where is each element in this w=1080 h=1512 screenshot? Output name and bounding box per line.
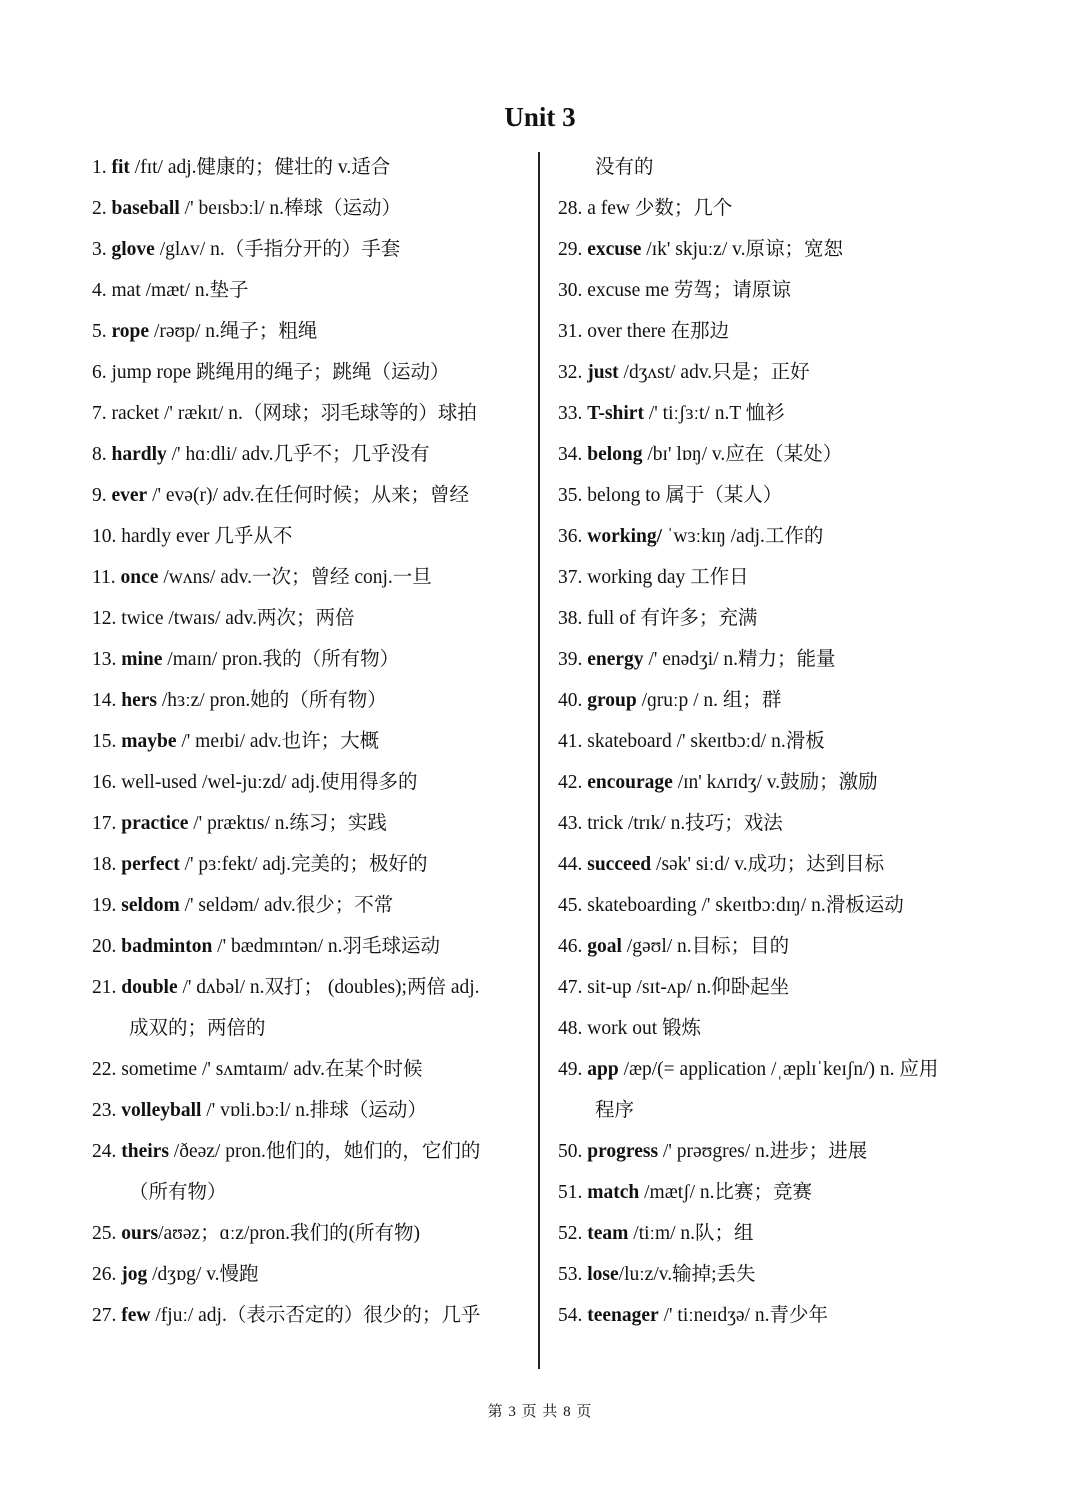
entry-definition: /twaɪs/ adv.两次；两倍 bbox=[163, 608, 355, 629]
entry-number: 39. bbox=[558, 649, 583, 670]
entry-number: 9. bbox=[92, 485, 107, 506]
entry-continuation: （所有物） bbox=[129, 1182, 227, 1203]
vocab-entry bbox=[92, 1254, 528, 1295]
entry-number: 47. bbox=[558, 977, 583, 998]
entry-headword: badminton bbox=[121, 936, 213, 957]
vocab-entry bbox=[558, 311, 994, 352]
entry-number: 3. bbox=[92, 239, 107, 260]
entry-headword: sit-up bbox=[587, 977, 632, 998]
entry-headword: mine bbox=[121, 649, 163, 670]
vocab-entry bbox=[92, 680, 528, 721]
vocab-column-right bbox=[558, 147, 994, 1336]
entry-definition: /' enədʒi/ n.精力；能量 bbox=[643, 649, 836, 670]
entry-headword: twice bbox=[121, 608, 164, 629]
entry-headword: practice bbox=[121, 813, 189, 834]
entry-number: 23. bbox=[92, 1100, 117, 1121]
vocab-entry bbox=[92, 639, 528, 680]
entry-headword: hardly ever bbox=[121, 526, 210, 547]
entry-headword: ever bbox=[111, 485, 148, 506]
entry-headword: double bbox=[121, 977, 178, 998]
vocab-entry bbox=[558, 188, 994, 229]
vocab-entry bbox=[92, 598, 528, 639]
entry-headword: jog bbox=[121, 1264, 148, 1285]
entry-headword: group bbox=[587, 690, 637, 711]
vocab-entry bbox=[92, 1090, 528, 1131]
entry-definition: /' bædmɪntən/ n.羽毛球运动 bbox=[212, 936, 441, 957]
vocab-entry bbox=[558, 1008, 994, 1049]
entry-headword: working/ bbox=[587, 526, 663, 547]
entry-number: 44. bbox=[558, 854, 583, 875]
entry-definition: /sɪt-ʌp/ n.仰卧起坐 bbox=[631, 977, 790, 998]
entry-definition: /' beɪsbɔːl/ n.棒球（运动） bbox=[179, 198, 402, 219]
entry-headword: belong bbox=[587, 444, 643, 465]
entry-definition: /fjuː/ adj.（表示否定的）很少的；几乎 bbox=[150, 1305, 481, 1326]
entry-headword: energy bbox=[587, 649, 644, 670]
entry-headword: encourage bbox=[587, 772, 673, 793]
entry-number: 11. bbox=[92, 567, 116, 588]
entry-headword: fit bbox=[111, 157, 130, 178]
vocab-column-left bbox=[92, 147, 528, 1336]
vocab-entry bbox=[558, 926, 994, 967]
entry-number: 10. bbox=[92, 526, 117, 547]
entry-number: 51. bbox=[558, 1182, 583, 1203]
entry-number: 48. bbox=[558, 1018, 583, 1039]
entry-definition: /' rækɪt/ n.（网球；羽毛球等的）球拍 bbox=[159, 403, 477, 424]
entry-number: 15. bbox=[92, 731, 117, 752]
vocab-entry bbox=[558, 516, 994, 557]
vocab-entry bbox=[92, 475, 528, 516]
page-title: Unit 3 bbox=[504, 102, 576, 132]
vocab-entry bbox=[558, 762, 994, 803]
entry-headword: skateboarding bbox=[587, 895, 697, 916]
entry-definition: /' prəʊgres/ n.进步；进展 bbox=[658, 1141, 868, 1162]
entry-number: 30. bbox=[558, 280, 583, 301]
vocab-entry bbox=[92, 352, 528, 393]
entry-number: 22. bbox=[92, 1059, 117, 1080]
entry-definition: /gəʊl/ n.目标；目的 bbox=[621, 936, 790, 957]
vocab-entry bbox=[558, 393, 994, 434]
entry-definition: /' skeɪtbɔːdɪŋ/ n.滑板运动 bbox=[696, 895, 904, 916]
entry-headword: jump rope bbox=[111, 362, 192, 383]
vocab-entry bbox=[558, 270, 994, 311]
entry-number: 16. bbox=[92, 772, 117, 793]
entry-definition: /hɜːz/ pron.她的（所有物） bbox=[157, 690, 387, 711]
entry-headword: racket bbox=[111, 403, 160, 424]
entry-headword: just bbox=[587, 362, 619, 383]
entry-definition: /' hɑːdli/ adv.几乎不；几乎没有 bbox=[166, 444, 430, 465]
vocab-entry bbox=[92, 311, 528, 352]
entry-headword: progress bbox=[587, 1141, 659, 1162]
entry-headword: excuse me bbox=[587, 280, 670, 301]
entry-number: 46. bbox=[558, 936, 583, 957]
page-footer: 第 3 页 共 8 页 bbox=[487, 1404, 593, 1420]
entry-number: 12. bbox=[92, 608, 117, 629]
vocab-entry bbox=[558, 680, 994, 721]
entry-definition: 工作日 bbox=[685, 567, 749, 588]
entry-number: 2. bbox=[92, 198, 107, 219]
entry-number: 18. bbox=[92, 854, 117, 875]
entry-headword: a few bbox=[587, 198, 631, 219]
entry-definition: /sək' siːd/ v.成功；达到目标 bbox=[651, 854, 885, 875]
entry-definition: /' sʌmtaɪm/ adv.在某个时候 bbox=[197, 1059, 423, 1080]
entry-number: 5. bbox=[92, 321, 107, 342]
entry-headword: working day bbox=[587, 567, 686, 588]
entry-definition: 跳绳用的绳子；跳绳（运动） bbox=[191, 362, 450, 383]
entry-number: 13. bbox=[92, 649, 117, 670]
entry-definition: /trɪk/ n.技巧；戏法 bbox=[622, 813, 783, 834]
entry-continuation: 成双的；两倍的 bbox=[129, 1018, 266, 1039]
entry-number: 50. bbox=[558, 1141, 583, 1162]
entry-number: 29. bbox=[558, 239, 583, 260]
vocab-entry bbox=[558, 1049, 994, 1090]
vocab-entry bbox=[92, 1049, 528, 1090]
entry-headword: skateboard bbox=[587, 731, 672, 752]
entry-headword: excuse bbox=[587, 239, 642, 260]
entry-definition: /wʌns/ adv.一次；曾经 conj.一旦 bbox=[158, 567, 432, 588]
entry-headword: hardly bbox=[111, 444, 167, 465]
vocab-entry bbox=[558, 1172, 994, 1213]
entry-number: 25. bbox=[92, 1223, 117, 1244]
entry-headword: full of bbox=[587, 608, 636, 629]
entry-headword: lose bbox=[587, 1264, 619, 1285]
vocab-entry bbox=[92, 1295, 528, 1336]
entry-definition: 几乎从不 bbox=[209, 526, 293, 547]
entry-definition: 在那边 bbox=[665, 321, 730, 342]
entry-headword: work out bbox=[587, 1018, 658, 1039]
vocab-entry bbox=[558, 434, 994, 475]
vocab-entry bbox=[558, 1254, 994, 1295]
entry-number: 1. bbox=[92, 157, 107, 178]
entry-definition: /dʒʌst/ adv.只是；正好 bbox=[618, 362, 810, 383]
entry-number: 49. bbox=[558, 1059, 583, 1080]
entry-headword: succeed bbox=[587, 854, 652, 875]
entry-definition: 锻炼 bbox=[657, 1018, 702, 1039]
entry-definition: /' dʌbəl/ n.双打； (doubles);两倍 adj. bbox=[177, 977, 480, 998]
entry-headword: seldom bbox=[121, 895, 180, 916]
entry-number: 52. bbox=[558, 1223, 583, 1244]
vocab-entry bbox=[92, 188, 528, 229]
entry-definition: /' vɒli.bɔːl/ n.排球（运动） bbox=[201, 1100, 427, 1121]
vocab-entry bbox=[558, 885, 994, 926]
entry-definition: /maɪn/ pron.我的（所有物） bbox=[162, 649, 400, 670]
entry-definition: /luːz/v.输掉;丢失 bbox=[618, 1264, 756, 1285]
entry-headword: volleyball bbox=[121, 1100, 202, 1121]
entry-definition: /ɪk' skjuːz/ v.原谅；宽恕 bbox=[641, 239, 843, 260]
entry-number: 17. bbox=[92, 813, 117, 834]
vocab-entry bbox=[92, 434, 528, 475]
entry-headword: over there bbox=[587, 321, 666, 342]
entry-number: 33. bbox=[558, 403, 583, 424]
entry-number: 38. bbox=[558, 608, 583, 629]
entry-definition: /' meɪbi/ adv.也许；大概 bbox=[176, 731, 380, 752]
vocab-entry bbox=[558, 1295, 994, 1336]
vocab-entry bbox=[558, 1213, 994, 1254]
column-divider bbox=[538, 152, 540, 1369]
entry-number: 37. bbox=[558, 567, 583, 588]
entry-headword: mat bbox=[111, 280, 141, 301]
entry-definition: 属于（某人） bbox=[660, 485, 783, 506]
entry-headword: few bbox=[121, 1305, 151, 1326]
entry-definition: 劳驾；请原谅 bbox=[669, 280, 791, 301]
vocab-entry bbox=[92, 270, 528, 311]
entry-definition: /glʌv/ n.（手指分开的）手套 bbox=[154, 239, 401, 260]
entry-headword: hers bbox=[121, 690, 157, 711]
entry-number: 34. bbox=[558, 444, 583, 465]
vocab-entry bbox=[558, 1131, 994, 1172]
entry-headword: teenager bbox=[587, 1305, 659, 1326]
entry-definition: /dʒɒg/ v.慢跑 bbox=[147, 1264, 259, 1285]
entry-headword: glove bbox=[111, 239, 155, 260]
vocab-entry bbox=[558, 967, 994, 1008]
entry-number: 8. bbox=[92, 444, 107, 465]
vocab-entry bbox=[558, 803, 994, 844]
entry-number: 7. bbox=[92, 403, 107, 424]
vocab-entry bbox=[92, 1213, 528, 1254]
entry-number: 35. bbox=[558, 485, 583, 506]
vocab-entry bbox=[558, 721, 994, 762]
entry-number: 21. bbox=[92, 977, 117, 998]
vocab-entry bbox=[92, 844, 528, 885]
entry-number: 42. bbox=[558, 772, 583, 793]
entry-definition: /' tiːʃɜːt/ n.T 恤衫 bbox=[643, 403, 785, 424]
entry-headword: once bbox=[120, 567, 159, 588]
vocab-entry bbox=[92, 762, 528, 803]
entry-number: 43. bbox=[558, 813, 583, 834]
vocab-entry bbox=[92, 967, 528, 1008]
entry-number: 27. bbox=[92, 1305, 117, 1326]
vocab-entry bbox=[558, 352, 994, 393]
entry-number: 40. bbox=[558, 690, 583, 711]
entry-definition: /mætʃ/ n.比赛；竞赛 bbox=[639, 1182, 813, 1203]
entry-definition: /tiːm/ n.队；组 bbox=[628, 1223, 754, 1244]
vocab-entry bbox=[92, 516, 528, 557]
entry-number: 24. bbox=[92, 1141, 117, 1162]
entry-number: 31. bbox=[558, 321, 583, 342]
entry-number: 41. bbox=[558, 731, 583, 752]
entry-definition: /ðeəz/ pron.他们的，她们的，它们的 bbox=[168, 1141, 481, 1162]
entry-headword: app bbox=[587, 1059, 619, 1080]
entry-number: 54. bbox=[558, 1305, 583, 1326]
entry-definition: /' præktɪs/ n.练习；实践 bbox=[188, 813, 387, 834]
entry-headword: team bbox=[587, 1223, 629, 1244]
vocab-entry bbox=[92, 803, 528, 844]
entry-number: 4. bbox=[92, 280, 107, 301]
vocab-entry bbox=[92, 393, 528, 434]
entry-number: 26. bbox=[92, 1264, 117, 1285]
entry-headword: sometime bbox=[121, 1059, 198, 1080]
entry-continuation: 没有的 bbox=[595, 157, 654, 178]
entry-number: 28. bbox=[558, 198, 583, 219]
entry-headword: T-shirt bbox=[587, 403, 644, 424]
vocab-entry bbox=[558, 844, 994, 885]
entry-number: 6. bbox=[92, 362, 107, 383]
entry-definition: /' evə(r)/ adv.在任何时候；从来；曾经 bbox=[147, 485, 469, 506]
vocab-entry bbox=[92, 557, 528, 598]
entry-number: 36. bbox=[558, 526, 583, 547]
entry-definition: ˈwɜːkɪŋ /adj.工作的 bbox=[662, 526, 824, 547]
entry-headword: rope bbox=[111, 321, 150, 342]
entry-number: 53. bbox=[558, 1264, 583, 1285]
vocab-entry bbox=[92, 147, 528, 188]
entry-headword: baseball bbox=[111, 198, 180, 219]
entry-definition: 有许多；充满 bbox=[635, 608, 758, 629]
entry-number: 14. bbox=[92, 690, 117, 711]
vocab-entry bbox=[92, 229, 528, 270]
entry-number: 19. bbox=[92, 895, 117, 916]
vocab-entry bbox=[558, 475, 994, 516]
entry-definition: /bɪ' lɒŋ/ v.应在（某处） bbox=[642, 444, 843, 465]
vocab-entry bbox=[558, 598, 994, 639]
vocab-entry bbox=[92, 885, 528, 926]
entry-headword: maybe bbox=[121, 731, 177, 752]
vocab-entry bbox=[92, 926, 528, 967]
entry-definition: /æp/(= application /ˌæplɪˈkeɪʃn/) n. 应用 bbox=[618, 1059, 939, 1080]
entry-number: 32. bbox=[558, 362, 583, 383]
entry-headword: perfect bbox=[121, 854, 180, 875]
vocab-entry bbox=[558, 229, 994, 270]
entry-definition: /aʊəz；ɑːz/pron.我们的(所有物) bbox=[158, 1223, 420, 1244]
vocab-entry bbox=[558, 557, 994, 598]
entry-definition: /' pɜːfekt/ adj.完美的；极好的 bbox=[179, 854, 428, 875]
entry-definition: /' skeɪtbɔːd/ n.滑板 bbox=[671, 731, 825, 752]
entry-definition: /rəʊp/ n.绳子；粗绳 bbox=[149, 321, 318, 342]
vocab-entry bbox=[92, 1131, 528, 1172]
vocab-entry bbox=[92, 721, 528, 762]
vocab-entry bbox=[558, 639, 994, 680]
entry-definition: /ɪn' kʌrɪdʒ/ v.鼓励；激励 bbox=[672, 772, 878, 793]
entry-definition: /' seldəm/ adv.很少；不常 bbox=[179, 895, 394, 916]
entry-definition: /ɡruːp / n. 组；群 bbox=[636, 690, 782, 711]
entry-number: 45. bbox=[558, 895, 583, 916]
entry-headword: theirs bbox=[121, 1141, 169, 1162]
entry-number: 20. bbox=[92, 936, 117, 957]
entry-definition: /' tiːneɪdʒə/ n.青少年 bbox=[658, 1305, 828, 1326]
entry-definition: 少数；几个 bbox=[630, 198, 733, 219]
entry-definition: /fɪt/ adj.健康的；健壮的 v.适合 bbox=[129, 157, 391, 178]
entry-definition: /wel-juːzd/ adj.使用得多的 bbox=[197, 772, 418, 793]
entry-headword: belong to bbox=[587, 485, 661, 506]
entry-headword: match bbox=[587, 1182, 640, 1203]
entry-headword: trick bbox=[587, 813, 623, 834]
entry-headword: goal bbox=[587, 936, 622, 957]
entry-continuation: 程序 bbox=[595, 1100, 635, 1121]
entry-headword: well-used bbox=[121, 772, 198, 793]
entry-definition: /mæt/ n.垫子 bbox=[140, 280, 249, 301]
entry-headword: ours bbox=[121, 1223, 159, 1244]
